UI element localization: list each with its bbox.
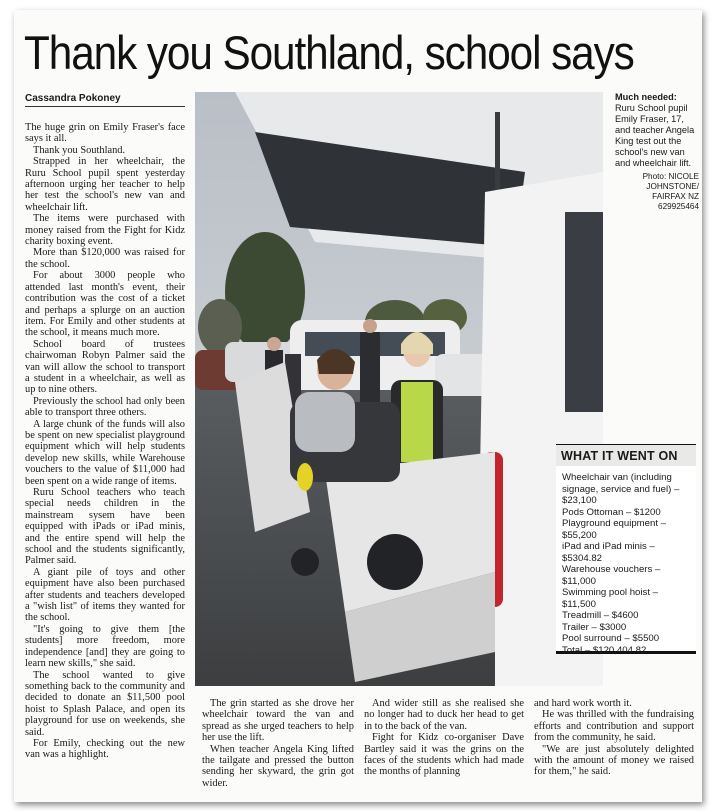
paragraph: Strapped in her wheelchair, the Ruru School pupil spent yesterday afternoon urging her teacher to help her test the school's new van and wheelchair lift. [25, 156, 185, 213]
spending-sidebar [556, 444, 696, 654]
paragraph: A large chunk of the funds will also be spent on new specialist playground equipment which will help students develop new skills, while Warehouse vouchers to the value of $11,000 had been spent on a wide range of items. [25, 418, 185, 487]
list-item: Warehouse vouchers – $11,000 [562, 564, 661, 587]
list-item: iPad and iPad minis – $5304.82 [562, 541, 655, 564]
paragraph: And wider still as she realised she no longer had to duck her head to get in to the back of the van. [364, 698, 524, 732]
list-item: Pool surround – $5500 [562, 633, 660, 644]
paragraph: The school wanted to give something back to the community and decided to donate an $11,500 pool hoist to Splash Palace, and open its playground for use on weekends, she said. [25, 669, 185, 738]
byline: Cassandra Pokoney [25, 93, 185, 107]
paragraph: Thank you Southland. [33, 144, 126, 156]
list-item: Trailer – $3000 [562, 621, 627, 633]
list-item: Treadmill – $4600 [562, 610, 639, 621]
spending-list [556, 466, 696, 656]
photo-caption [615, 92, 699, 212]
list-item: Swimming pool hoist – $11,500 [562, 587, 658, 610]
caption-text: Ruru School pupil Emily Fraser, 17, and teacher Angela King test out the school's new van and wheelchair lift. [615, 103, 695, 168]
headline: Thank you Southland, school says [24, 26, 634, 79]
list-item: Playground equipment – $55,200 [562, 518, 667, 541]
paragraph: The grin started as she drove her wheelchair toward the van and spread as she urged teachers to help her use the lift. [202, 698, 354, 744]
paragraph: For Emily, checking out the new van was a highlight. [25, 737, 185, 761]
paragraph: He was thrilled with the fundraising efforts and contribution and support from the community, he said. [534, 709, 694, 744]
article-column-3 [364, 698, 524, 778]
paragraph: Ruru School teachers who teach special needs children in the mainstream sysem have been equipped with iPads or iPad minis, and the entire spend will help the school and the students significantly, Palmer said. [25, 487, 185, 567]
article-column-2 [202, 698, 354, 789]
paragraph: A giant pile of toys and other equipment have also been purchased after students and teachers developed a "wish list" of items they wanted for the school. [25, 566, 185, 624]
paragraph: Previously the school had only been able to transport three others. [25, 395, 185, 419]
list-item: Total – $120,404.82 [562, 644, 647, 656]
paragraph: "We are just absolutely delighted with the amount of money we raised for them," he said. [534, 743, 694, 778]
photo-credit: Photo: NICOLE JOHNSTONE/ FAIRFAX NZ 629925464 [642, 172, 699, 211]
paragraph: The huge grin on Emily Fraser's face says it all. [25, 122, 185, 145]
paragraph: The items were purchased with money raised from the Fight for Kidz charity boxing event. [25, 213, 185, 248]
paragraph: For about 3000 people who attended last month's event, their contribution was the cost of a ticket and perhaps a splurge on an auction item. For Emily and other students at the school, it means much more. [25, 270, 185, 339]
paragraph: "It's going to give them [the students] more freedom, more independence [and] they are going to learn new skills," she said. [25, 623, 185, 670]
article-column-4 [534, 698, 694, 778]
sidebar-title: WHAT IT WENT ON [556, 444, 696, 466]
paragraph: School board of trustees chairwoman Robyn Palmer said the van will allow the school to transport a student in a wheelchair, as well as up to nine others. [25, 338, 185, 396]
news-photo [195, 92, 603, 686]
paragraph: and hard work worth it. [534, 698, 632, 709]
list-item: Pods Ottoman – $1200 [562, 506, 661, 518]
list-item: Wheelchair van (including signage, service and fuel) – $23,100 [562, 472, 680, 506]
paragraph: Fight for Kidz co-organiser Dave Bartley said it was the grins on the faces of the students which had made the months of planning [364, 732, 524, 778]
paragraph: More than $120,000 was raised for the school. [25, 247, 185, 270]
paragraph: When teacher Angela King lifted the tailgate and pressed the button sending her skyward, the grin got wider. [202, 743, 354, 789]
caption-heading: Much needed: [615, 92, 677, 102]
newspaper-clipping [14, 10, 702, 802]
article-column-1 [25, 122, 185, 794]
